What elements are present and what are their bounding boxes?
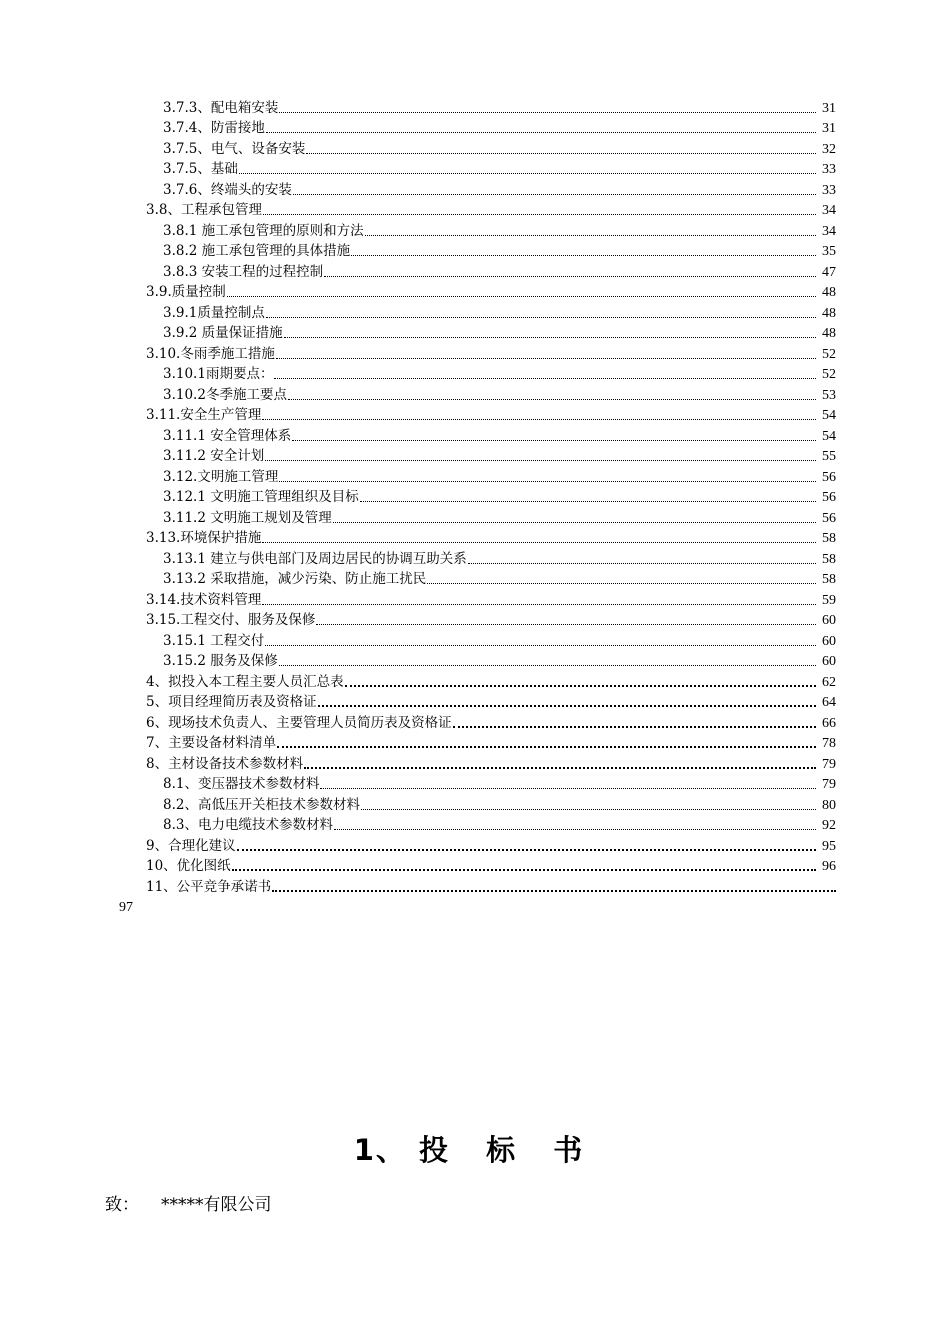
toc-entry-title: 3.7.6、终端头的安装 (163, 181, 292, 198)
toc-entry[interactable] (0, 793, 950, 814)
toc-entry-title: 3.12.1 文明施工管理组织及目标 (163, 489, 359, 505)
toc-entry[interactable] (0, 363, 950, 384)
toc-leader-dots (365, 234, 816, 236)
toc-entry-page: 48 (822, 285, 836, 300)
toc-entry-page: 56 (822, 469, 836, 485)
toc-entry[interactable] (0, 814, 950, 835)
toc-leader-dots (345, 684, 816, 687)
toc-entry-page: 56 (822, 490, 836, 505)
toc-entry-page: 60 (822, 654, 836, 669)
toc-leader-dots (292, 439, 816, 441)
toc-entry[interactable] (0, 178, 950, 199)
toc-entry[interactable] (0, 281, 950, 302)
toc-entry-page: 60 (822, 633, 836, 649)
toc-entry-title: 8.2、高低压开关柜技术参数材料 (163, 796, 360, 813)
toc-entry[interactable] (0, 240, 950, 261)
toc-leader-dots (262, 603, 816, 605)
toc-entry-title: 3.12.文明施工管理 (163, 468, 279, 485)
toc-leader-dots (333, 521, 816, 523)
toc-entry-title: 8.1、变压器技术参数材料 (163, 776, 320, 792)
toc-entry[interactable] (0, 445, 950, 466)
toc-entry[interactable] (0, 834, 950, 855)
toc-entry-title: 3.9.2 质量保证措施 (163, 325, 283, 341)
toc-leader-dots (279, 664, 816, 666)
toc-leader-dots (427, 582, 816, 584)
toc-entry[interactable] (0, 732, 950, 753)
toc-entry[interactable] (0, 383, 950, 404)
toc-leader-dots (239, 172, 816, 174)
toc-leader-dots (468, 562, 816, 564)
toc-entry[interactable] (0, 588, 950, 609)
salutation-label: 致： (105, 1195, 139, 1215)
toc-entry-title: 3.13.1 建立与供电部门及周边居民的协调互助关系 (163, 550, 467, 567)
toc-entry-title: 3.8.2 施工承包管理的具体措施 (163, 243, 351, 259)
toc-entry-page: 78 (822, 736, 836, 751)
toc-entry[interactable] (0, 260, 950, 281)
toc-leader-dots (266, 316, 816, 318)
toc-entry[interactable] (0, 752, 950, 773)
toc-leader-dots (272, 889, 836, 892)
toc-entry-page: 31 (822, 121, 836, 136)
toc-leader-dots (262, 541, 816, 543)
toc-entry-title: 3.15.工程交付、服务及保修 (146, 612, 316, 628)
toc-leader-dots (232, 868, 816, 871)
toc-leader-dots (279, 111, 816, 113)
toc-entry[interactable] (0, 855, 950, 876)
toc-entry-page: 58 (822, 531, 836, 546)
toc-entry-page: 34 (822, 203, 836, 218)
toc-leader-dots (324, 275, 816, 277)
toc-leader-dots (316, 623, 816, 625)
toc-leader-dots (277, 745, 816, 748)
toc-entry[interactable] (0, 117, 950, 138)
toc-entry-title: 3.11.2 文明施工规划及管理 (163, 509, 332, 526)
toc-entry-page: 59 (822, 592, 836, 608)
toc-entry-title: 3.11.安全生产管理 (146, 407, 262, 423)
toc-leader-dots (351, 254, 816, 256)
toc-entry-title: 3.8、工程承包管理 (146, 202, 262, 218)
toc-entry[interactable] (0, 342, 950, 363)
toc-entry-title: 3.13.2 采取措施，减少污染、防止施工扰民 (163, 571, 427, 587)
toc-entry-title: 3.10.1雨期要点： (163, 366, 274, 382)
toc-entry[interactable] (0, 875, 950, 896)
toc-entry[interactable] (0, 219, 950, 240)
toc-entry-page: 60 (822, 613, 836, 628)
toc-leader-dots (274, 377, 816, 379)
table-of-contents (0, 96, 950, 916)
toc-entry-title: 3.15.2 服务及保修 (163, 653, 278, 669)
toc-entry-page: 96 (822, 859, 836, 874)
salutation-recipient: *****有限公司 (161, 1195, 272, 1215)
toc-entry-title: 3.7.4、防雷接地 (163, 120, 265, 136)
toc-entry-page: 62 (822, 674, 836, 690)
toc-entry-title: 3.7.3、配电箱安装 (163, 99, 279, 116)
toc-entry-page: 32 (822, 141, 836, 157)
toc-entry-title: 5、项目经理简历表及资格证 (146, 694, 317, 710)
toc-entry-title: 3.7.5、电气、设备安装 (163, 140, 306, 157)
toc-leader-dots (288, 398, 816, 400)
toc-entry-title: 8.3、电力电缆技术参数材料 (163, 817, 333, 833)
toc-leader-dots (361, 808, 816, 810)
toc-leader-dots (360, 500, 816, 502)
toc-entry-title: 3.10.冬雨季施工措施 (146, 345, 275, 362)
toc-entry-page: 97 (119, 899, 133, 915)
toc-entry[interactable] (0, 322, 950, 343)
toc-leader-dots (453, 725, 816, 728)
toc-entry-page: 66 (822, 715, 836, 731)
toc-entry-title: 3.11.1 安全管理体系 (163, 427, 292, 444)
toc-entry[interactable] (0, 199, 950, 220)
toc-entry-title: 3.11.2 安全计划 (163, 448, 265, 464)
toc-entry[interactable] (0, 486, 950, 507)
heading-title: 投 标 书 (419, 1133, 597, 1167)
toc-leader-dots (265, 644, 816, 646)
toc-entry-page: 31 (822, 100, 836, 116)
toc-entry-page: 48 (822, 305, 836, 321)
toc-entry[interactable] (0, 527, 950, 548)
toc-leader-dots (334, 828, 816, 830)
toc-entry-title: 4、拟投入本工程主要人员汇总表 (146, 673, 344, 690)
toc-leader-dots (265, 459, 816, 461)
toc-entry[interactable] (0, 96, 950, 117)
toc-entry-page: 52 (822, 367, 836, 382)
toc-entry-page: 54 (822, 428, 836, 444)
toc-entry-page: 33 (822, 162, 836, 177)
toc-entry[interactable] (0, 773, 950, 794)
toc-entry-title: 3.13.环境保护措施 (146, 530, 262, 546)
section-heading (0, 1128, 950, 1169)
toc-entry-page: 35 (822, 244, 836, 259)
toc-leader-dots (304, 766, 816, 769)
toc-leader-dots (279, 480, 816, 482)
toc-leader-dots (293, 193, 816, 195)
toc-entry-page: 52 (822, 346, 836, 362)
toc-entry[interactable] (0, 465, 950, 486)
toc-entry-page: 58 (822, 572, 836, 587)
toc-entry-title: 7、主要设备材料清单 (146, 735, 277, 751)
toc-entry[interactable] (0, 711, 950, 732)
toc-entry-title: 6、现场技术负责人、主要管理人员简历表及资格证 (146, 714, 452, 731)
toc-leader-dots (227, 295, 816, 297)
toc-entry[interactable] (0, 547, 950, 568)
toc-entry-title: 3.8.1 施工承包管理的原则和方法 (163, 222, 364, 239)
toc-entry-page: 80 (822, 797, 836, 813)
toc-entry-page: 48 (822, 326, 836, 341)
toc-entry-page: 34 (822, 223, 836, 239)
toc-entry-page: 47 (822, 264, 836, 280)
toc-entry[interactable] (0, 158, 950, 179)
toc-entry-page: 53 (822, 387, 836, 403)
toc-entry-title: 3.14.技术资料管理 (146, 591, 262, 608)
toc-leader-dots (284, 336, 816, 338)
toc-entry-page: 79 (822, 777, 836, 792)
toc-entry-page: 56 (822, 510, 836, 526)
toc-entry[interactable] (0, 670, 950, 691)
toc-entry-title: 10、优化图纸 (146, 858, 231, 874)
toc-entry-title: 8、主材设备技术参数材料 (146, 755, 304, 772)
toc-entry-title: 3.9.1质量控制点 (163, 304, 265, 321)
toc-leader-dots (276, 357, 816, 359)
toc-entry-title: 3.10.2冬季施工要点 (163, 386, 287, 403)
toc-entry-title: 9、合理化建议 (146, 837, 236, 854)
toc-entry-page: 54 (822, 408, 836, 423)
toc-entry[interactable] (0, 609, 950, 630)
toc-entry-page: 64 (822, 695, 836, 710)
toc-leader-dots (306, 152, 816, 154)
toc-entry-page: 92 (822, 818, 836, 833)
toc-entry-page: 79 (822, 756, 836, 772)
heading-number: 1、 (353, 1133, 407, 1167)
toc-leader-dots (320, 787, 816, 789)
toc-entry[interactable] (0, 629, 950, 650)
toc-entry-title: 11、公平竞争承诺书 (146, 878, 272, 895)
toc-leader-dots (262, 418, 816, 420)
salutation (105, 1190, 272, 1215)
toc-entry[interactable] (0, 568, 950, 589)
toc-entry[interactable] (0, 404, 950, 425)
toc-entry-title: 3.8.3 安装工程的过程控制 (163, 263, 324, 280)
toc-entry[interactable] (0, 691, 950, 712)
toc-entry[interactable] (0, 650, 950, 671)
toc-entry[interactable] (0, 301, 950, 322)
toc-entry-title: 3.15.1 工程交付 (163, 632, 265, 649)
toc-leader-dots (266, 131, 816, 133)
toc-entry-title: 3.9.质量控制 (146, 284, 226, 300)
toc-entry-page: 55 (822, 449, 836, 464)
toc-entry-title: 3.7.5、基础 (163, 161, 238, 177)
toc-entry-page: 58 (822, 551, 836, 567)
toc-entry[interactable] (0, 137, 950, 158)
toc-leader-dots (237, 848, 816, 851)
toc-entry-page: 33 (822, 182, 836, 198)
toc-entry[interactable] (0, 424, 950, 445)
toc-entry[interactable] (0, 506, 950, 527)
toc-leader-dots (318, 704, 816, 707)
toc-entry-page-wrap (0, 896, 950, 916)
toc-entry-page: 95 (822, 838, 836, 854)
toc-leader-dots (263, 213, 816, 215)
